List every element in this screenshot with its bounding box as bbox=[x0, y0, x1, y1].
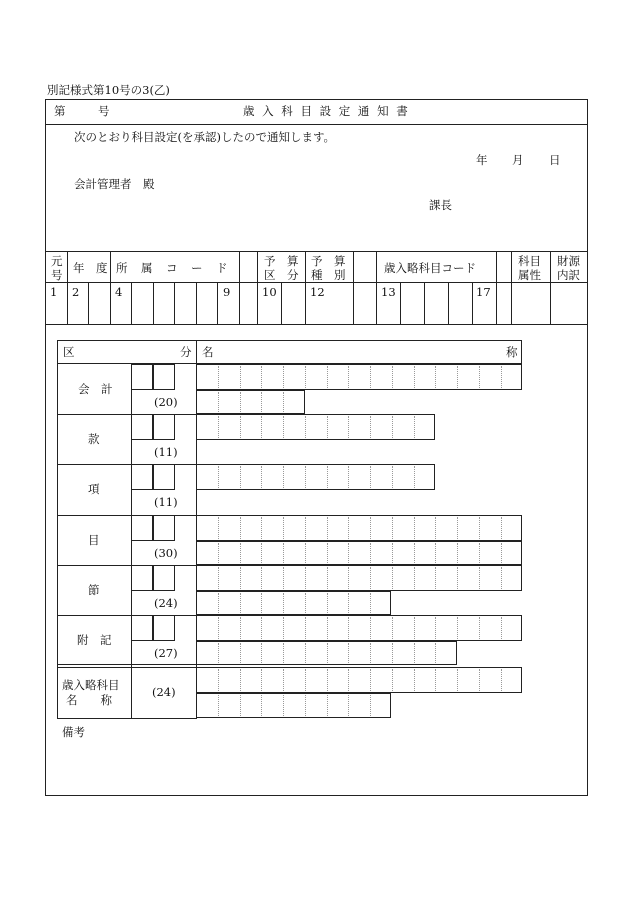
cell-guide bbox=[218, 643, 219, 663]
code-sep bbox=[305, 251, 306, 324]
cell-guide bbox=[457, 543, 458, 563]
cell-guide bbox=[370, 695, 371, 716]
cell-guide bbox=[348, 416, 349, 438]
code-sep bbox=[376, 251, 377, 324]
cell-guide bbox=[327, 593, 328, 613]
header-gen-bottom: 号 bbox=[51, 268, 63, 282]
digit-box[interactable] bbox=[153, 565, 175, 591]
cell-guide bbox=[370, 567, 371, 589]
name-strip[interactable] bbox=[196, 541, 522, 565]
cell-guide bbox=[348, 567, 349, 589]
cell-guide bbox=[261, 416, 262, 438]
row-sep bbox=[57, 565, 197, 566]
cell-guide bbox=[348, 593, 349, 613]
cell-guide bbox=[414, 617, 415, 639]
name-strip[interactable] bbox=[196, 464, 435, 490]
row-digits-moku: (30) bbox=[154, 546, 178, 560]
cell-guide bbox=[218, 617, 219, 639]
name-strip[interactable] bbox=[196, 515, 522, 541]
cell-guide bbox=[305, 617, 306, 639]
code-sep bbox=[131, 282, 132, 324]
row-digits-kaikei: (20) bbox=[154, 395, 178, 409]
cell-guide bbox=[435, 567, 436, 589]
cell-guide bbox=[414, 643, 415, 663]
cell-guide bbox=[240, 466, 241, 488]
row-digits-kou: (11) bbox=[154, 495, 178, 509]
names-header-mei: 名 bbox=[202, 345, 214, 359]
header-yosan-shubetsu-bottom: 種 別 bbox=[311, 268, 346, 282]
code-sep bbox=[196, 282, 197, 324]
cell-guide bbox=[283, 617, 284, 639]
cell-guide bbox=[479, 366, 480, 388]
form-label: 別記様式第10号の3(乙) bbox=[47, 83, 170, 97]
names-table-header bbox=[57, 340, 522, 364]
cell-guide bbox=[218, 366, 219, 388]
cell-guide bbox=[479, 669, 480, 691]
code-sep bbox=[400, 282, 401, 324]
cell-guide bbox=[305, 567, 306, 589]
cell-guide bbox=[240, 543, 241, 563]
row-label-ryaku-bottom: 名 称 bbox=[66, 693, 112, 707]
cell-guide bbox=[240, 643, 241, 663]
cell-guide bbox=[435, 669, 436, 691]
row-digits-ryaku: (24) bbox=[152, 685, 176, 699]
cell-guide bbox=[327, 466, 328, 488]
sender: 課長 bbox=[429, 198, 452, 212]
digit-box[interactable] bbox=[131, 464, 153, 490]
cell-guide bbox=[261, 617, 262, 639]
cell-guide bbox=[392, 643, 393, 663]
cell-guide bbox=[261, 567, 262, 589]
names-header-sep bbox=[196, 340, 197, 364]
cell-guide bbox=[370, 466, 371, 488]
cell-guide bbox=[479, 543, 480, 563]
cell-guide bbox=[414, 416, 415, 438]
cell-guide bbox=[240, 593, 241, 613]
row-sep bbox=[57, 464, 197, 465]
cell-guide bbox=[327, 517, 328, 539]
cell-guide bbox=[283, 466, 284, 488]
code-sep bbox=[550, 251, 551, 324]
cell-guide bbox=[370, 543, 371, 563]
cell-guide bbox=[479, 567, 480, 589]
cell-guide bbox=[501, 543, 502, 563]
cell-guide bbox=[348, 366, 349, 388]
cell-guide bbox=[283, 669, 284, 691]
code-table-bottom bbox=[45, 324, 588, 325]
cell-guide bbox=[392, 366, 393, 388]
cell-guide bbox=[240, 366, 241, 388]
cell-guide bbox=[261, 543, 262, 563]
cell-guide bbox=[218, 392, 219, 412]
header-nendo: 年 度 bbox=[73, 261, 108, 275]
cell-guide bbox=[240, 567, 241, 589]
names-header-bun: 分 bbox=[180, 345, 192, 359]
code-sep bbox=[424, 282, 425, 324]
header-zaigen-top: 財源 bbox=[557, 254, 580, 268]
cell-guide bbox=[435, 617, 436, 639]
cell-guide bbox=[392, 669, 393, 691]
code-sep bbox=[153, 282, 154, 324]
row-sep bbox=[57, 615, 197, 616]
cell-guide bbox=[283, 543, 284, 563]
cell-guide bbox=[392, 517, 393, 539]
header-yosan-kubun-top: 予 算 bbox=[264, 254, 299, 268]
row-label-moku: 目 bbox=[88, 533, 100, 547]
cell-guide bbox=[261, 366, 262, 388]
code-sep bbox=[281, 282, 282, 324]
cell-guide bbox=[414, 517, 415, 539]
code-cell-number: 9 bbox=[223, 285, 231, 299]
cell-guide bbox=[457, 517, 458, 539]
cell-guide bbox=[392, 466, 393, 488]
cell-guide bbox=[348, 669, 349, 691]
cell-guide bbox=[370, 416, 371, 438]
cell-guide bbox=[261, 392, 262, 412]
cell-guide bbox=[348, 617, 349, 639]
cell-guide bbox=[305, 695, 306, 716]
code-sep bbox=[67, 251, 68, 324]
row-label-kou: 項 bbox=[88, 482, 100, 496]
cell-guide bbox=[435, 643, 436, 663]
header-kamoku-bottom: 属性 bbox=[518, 268, 541, 282]
cell-guide bbox=[261, 517, 262, 539]
cell-guide bbox=[457, 366, 458, 388]
digit-box[interactable] bbox=[153, 364, 175, 390]
cell-guide bbox=[240, 695, 241, 716]
row-digits-kan: (11) bbox=[154, 445, 178, 459]
names-left-bottom bbox=[57, 718, 197, 719]
header-kamoku-top: 科目 bbox=[518, 254, 541, 268]
cell-guide bbox=[457, 617, 458, 639]
code-cell-number: 13 bbox=[381, 285, 396, 299]
cell-guide bbox=[327, 669, 328, 691]
cell-guide bbox=[501, 366, 502, 388]
cell-guide bbox=[327, 366, 328, 388]
cell-guide bbox=[435, 543, 436, 563]
cell-guide bbox=[457, 669, 458, 691]
cell-guide bbox=[501, 567, 502, 589]
name-strip[interactable] bbox=[196, 364, 522, 390]
cell-guide bbox=[261, 643, 262, 663]
code-sep bbox=[88, 282, 89, 324]
cell-guide bbox=[283, 695, 284, 716]
cell-guide bbox=[327, 567, 328, 589]
code-sep bbox=[174, 282, 175, 324]
cell-guide bbox=[218, 416, 219, 438]
cell-guide bbox=[305, 466, 306, 488]
header-ryaku-code: 歳入略科目コード bbox=[384, 261, 476, 275]
row-sep bbox=[57, 664, 197, 665]
cell-guide bbox=[327, 617, 328, 639]
cell-guide bbox=[283, 392, 284, 412]
cell-guide bbox=[283, 567, 284, 589]
row-label-kaikei: 会 計 bbox=[78, 382, 113, 396]
cell-guide bbox=[305, 669, 306, 691]
cell-guide bbox=[283, 416, 284, 438]
name-strip[interactable] bbox=[196, 390, 305, 414]
cell-guide bbox=[240, 392, 241, 412]
cell-guide bbox=[414, 567, 415, 589]
cell-guide bbox=[261, 669, 262, 691]
name-strip[interactable] bbox=[196, 591, 391, 615]
cell-guide bbox=[283, 366, 284, 388]
cell-guide bbox=[457, 567, 458, 589]
code-sep bbox=[511, 251, 512, 324]
header-shozoku: 所 属 コ ー ド bbox=[116, 261, 229, 275]
cell-guide bbox=[240, 517, 241, 539]
cell-guide bbox=[327, 543, 328, 563]
header-divider bbox=[45, 124, 588, 125]
row-digits-fuki: (27) bbox=[154, 646, 178, 660]
cell-guide bbox=[435, 366, 436, 388]
cell-guide bbox=[392, 416, 393, 438]
digit-box[interactable] bbox=[153, 464, 175, 490]
cell-guide bbox=[501, 617, 502, 639]
cell-guide bbox=[261, 695, 262, 716]
cell-guide bbox=[261, 466, 262, 488]
cell-guide bbox=[327, 416, 328, 438]
cell-guide bbox=[348, 466, 349, 488]
code-cell-number: 12 bbox=[310, 285, 325, 299]
cell-guide bbox=[501, 669, 502, 691]
cell-guide bbox=[414, 669, 415, 691]
cell-guide bbox=[218, 669, 219, 691]
cell-guide bbox=[218, 567, 219, 589]
name-strip[interactable] bbox=[196, 693, 391, 718]
cell-guide bbox=[305, 643, 306, 663]
cell-guide bbox=[327, 643, 328, 663]
cell-guide bbox=[370, 643, 371, 663]
digit-box[interactable] bbox=[131, 364, 153, 390]
cell-guide bbox=[414, 366, 415, 388]
cell-guide bbox=[305, 517, 306, 539]
cell-guide bbox=[370, 366, 371, 388]
cell-guide bbox=[370, 593, 371, 613]
code-table-top bbox=[45, 251, 588, 252]
cell-guide bbox=[348, 517, 349, 539]
form-title: 歳 入 科 目 設 定 通 知 書 bbox=[243, 104, 410, 118]
code-sep bbox=[110, 251, 111, 324]
name-strip[interactable] bbox=[196, 565, 522, 591]
names-header-sho: 称 bbox=[506, 345, 518, 359]
digit-box[interactable] bbox=[131, 515, 153, 541]
cell-guide bbox=[240, 416, 241, 438]
cell-guide bbox=[218, 543, 219, 563]
digit-box[interactable] bbox=[131, 615, 153, 641]
header-gen-top: 元 bbox=[51, 254, 63, 268]
cell-guide bbox=[370, 669, 371, 691]
remarks-label: 備考 bbox=[62, 725, 85, 739]
cell-guide bbox=[305, 366, 306, 388]
cell-guide bbox=[435, 517, 436, 539]
digit-box[interactable] bbox=[153, 515, 175, 541]
row-label-fuki: 附 記 bbox=[77, 633, 112, 647]
header-zaigen-bottom: 内訳 bbox=[557, 268, 580, 282]
number-prefix: 第 bbox=[54, 104, 66, 118]
row-label-setsu: 節 bbox=[88, 583, 100, 597]
name-strip[interactable] bbox=[196, 615, 522, 641]
row-label-ryaku-top: 歳入略科目 bbox=[62, 678, 120, 692]
code-cell-number: 10 bbox=[262, 285, 277, 299]
date-year: 年 bbox=[476, 153, 488, 167]
cell-guide bbox=[283, 517, 284, 539]
row-sep bbox=[57, 515, 197, 516]
cell-guide bbox=[414, 543, 415, 563]
cell-guide bbox=[392, 543, 393, 563]
row-digits-setsu: (24) bbox=[154, 596, 178, 610]
statement-text: 次のとおり科目設定(を承認)したので通知します。 bbox=[74, 130, 336, 144]
cell-guide bbox=[501, 517, 502, 539]
row-label-kan: 款 bbox=[88, 432, 100, 446]
date-month: 月 bbox=[512, 153, 524, 167]
cell-guide bbox=[283, 643, 284, 663]
cell-guide bbox=[218, 466, 219, 488]
header-yosan-kubun-bottom: 区 分 bbox=[264, 268, 299, 282]
digit-box[interactable] bbox=[131, 414, 153, 440]
row-sep-double bbox=[57, 667, 197, 668]
code-sep bbox=[496, 251, 497, 324]
header-yosan-shubetsu-top: 予 算 bbox=[311, 254, 346, 268]
code-cell-number: 1 bbox=[50, 285, 58, 299]
cell-guide bbox=[305, 543, 306, 563]
code-cell-number: 17 bbox=[476, 285, 491, 299]
cell-guide bbox=[218, 695, 219, 716]
row-sep bbox=[57, 414, 197, 415]
date-day: 日 bbox=[549, 153, 561, 167]
cell-guide bbox=[370, 617, 371, 639]
cell-guide bbox=[305, 593, 306, 613]
code-cell-number: 4 bbox=[115, 285, 123, 299]
cell-guide bbox=[218, 517, 219, 539]
code-sep bbox=[257, 251, 258, 324]
number-suffix: 号 bbox=[98, 104, 110, 118]
cell-guide bbox=[240, 617, 241, 639]
digit-box[interactable] bbox=[131, 565, 153, 591]
name-strip[interactable] bbox=[196, 667, 522, 693]
cell-guide bbox=[348, 543, 349, 563]
cell-guide bbox=[370, 517, 371, 539]
cell-guide bbox=[218, 593, 219, 613]
cell-guide bbox=[348, 695, 349, 716]
name-strip[interactable] bbox=[196, 414, 435, 440]
code-sep bbox=[472, 282, 473, 324]
code-table-mid bbox=[45, 282, 588, 283]
cell-guide bbox=[327, 695, 328, 716]
cell-guide bbox=[392, 617, 393, 639]
code-sep bbox=[353, 251, 354, 324]
cell-guide bbox=[261, 593, 262, 613]
cell-guide bbox=[348, 643, 349, 663]
names-header-kubun: 区 bbox=[63, 345, 75, 359]
addressee: 会計管理者 殿 bbox=[74, 177, 155, 191]
cell-guide bbox=[479, 517, 480, 539]
cell-guide bbox=[392, 567, 393, 589]
code-sep bbox=[239, 251, 240, 324]
cell-guide bbox=[414, 466, 415, 488]
cell-guide bbox=[240, 669, 241, 691]
digit-box[interactable] bbox=[153, 615, 175, 641]
cell-guide bbox=[283, 593, 284, 613]
cell-guide bbox=[479, 617, 480, 639]
cell-guide bbox=[305, 416, 306, 438]
code-sep bbox=[217, 282, 218, 324]
digit-box[interactable] bbox=[153, 414, 175, 440]
code-cell-number: 2 bbox=[72, 285, 80, 299]
code-sep bbox=[448, 282, 449, 324]
